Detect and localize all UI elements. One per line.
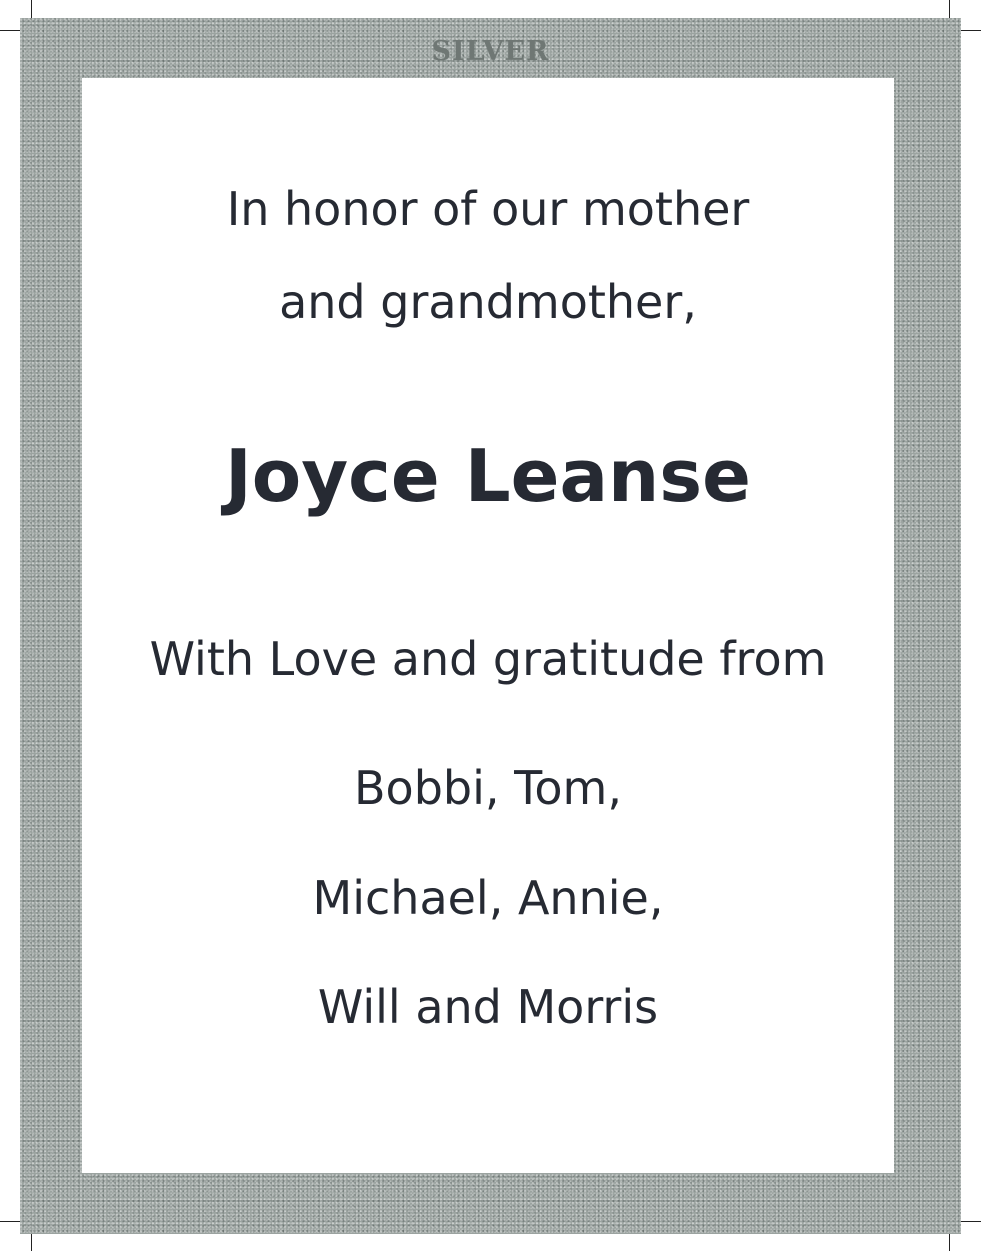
names-line-2: Michael, Annie, [312,871,664,925]
intro-line-2: and grandmother, [279,275,697,329]
frame-label: SILVER [431,36,550,67]
crop-mark [0,1221,22,1222]
dedication-panel [82,78,894,1173]
honoree-name: Joyce Leanse [224,434,751,518]
names-line-3: Will and Morris [317,980,659,1034]
crop-mark [959,30,981,31]
from-line: With Love and gratitude from [149,632,827,686]
crop-mark [959,1221,981,1222]
names-line-1: Bobbi, Tom, [354,761,622,815]
intro-line-1: In honor of our mother [226,182,750,236]
crop-mark [0,30,22,31]
